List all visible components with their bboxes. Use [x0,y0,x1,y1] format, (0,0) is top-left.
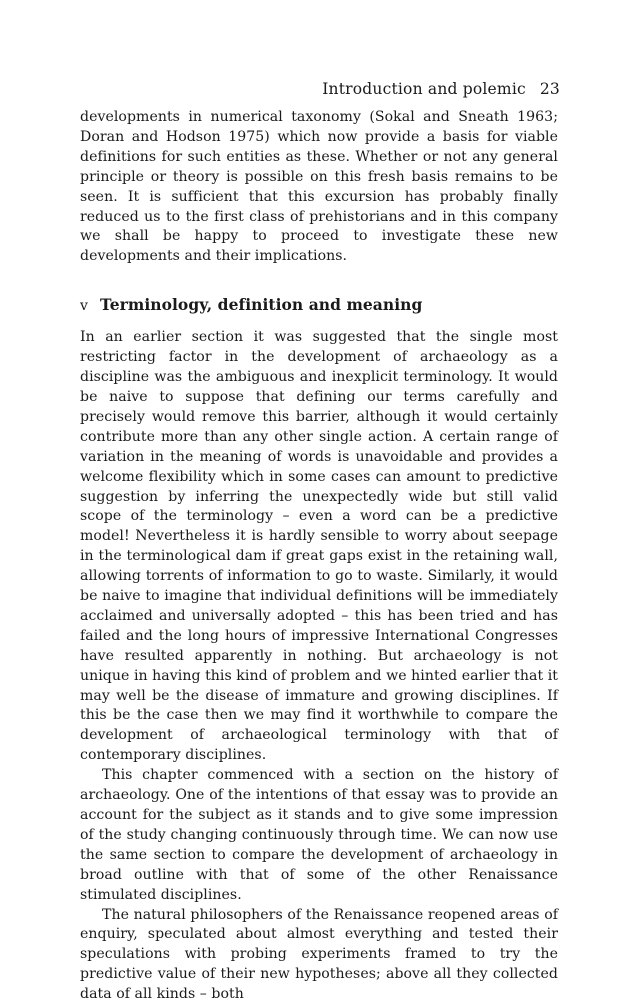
paragraph: The natural philosophers of the Renaissance reopened areas of enquiry, speculated about almost everything and tested their speculations with probing experiments framed to try the predictive value of their new hypotheses; above all they collected data of all kinds – both [80,906,558,1003]
paragraph-continuation: developments in numerical taxonomy (Sokal and Sneath 1963; Doran and Hodson 1975) which now provide a basis for viable definitions for such entities as these. Whether or not any general principle or theory is possible on this fresh basis remains to be seen. It is sufficient that this excursion has probably finally reduced us to the first class of prehistorians and in this company we shall be happy to proceed to investigate these new developments and their implications. [80,109,558,265]
paragraph: In an earlier section it was suggested that the single most restricting factor in the development of archaeology as a discipline was the ambiguous and inexplicit terminology. It would be naive to suppose that defining our terms carefully and precisely would remove this barrier, although it would certainly contribute more than any other single action. A certain range of variation in the meaning of words is unavoidable and provides a welcome flexibility which in some cases can amount to predictive suggestion by inferring the unexpectedly wide but still valid scope of the terminology – even a word can be a predictive model! Nevertheless it is hardly sensible to worry about seepage in the terminological dam if great gaps exist in the retaining wall, allowing torrents of information to go to waste. Similarly, it would be naive to imagine that individual definitions will be immediately acclaimed and universally adopted – this has been tried and has failed and the long hours of impressive International Congresses have resulted apparently in nothing. But archaeology is not unique in having this kind of problem and we hinted earlier that it may well be the disease of immature and growing disciplines. If this be the case then we may find it worthwhile to compare the development of archaeological terminology with that of contemporary disciplines. [80,329,558,764]
body-text [80,108,558,1005]
paragraph: This chapter commenced with a section on the history of archaeology. One of the intentions of that essay was to provide an account for the subject as it stands and to give some impression of the study changing continuously through time. We can now use the same section to compare the development of archaeology in broad outline with that of some of the other Renaissance stimulated disciplines. [80,767,558,903]
section-numeral: v [80,298,88,315]
section-heading [80,295,558,316]
running-head [80,80,560,98]
section-title: Terminology, definition and meaning [99,295,423,315]
running-head-title: Introduction and polemic [322,80,526,98]
page-number: 23 [539,80,560,98]
